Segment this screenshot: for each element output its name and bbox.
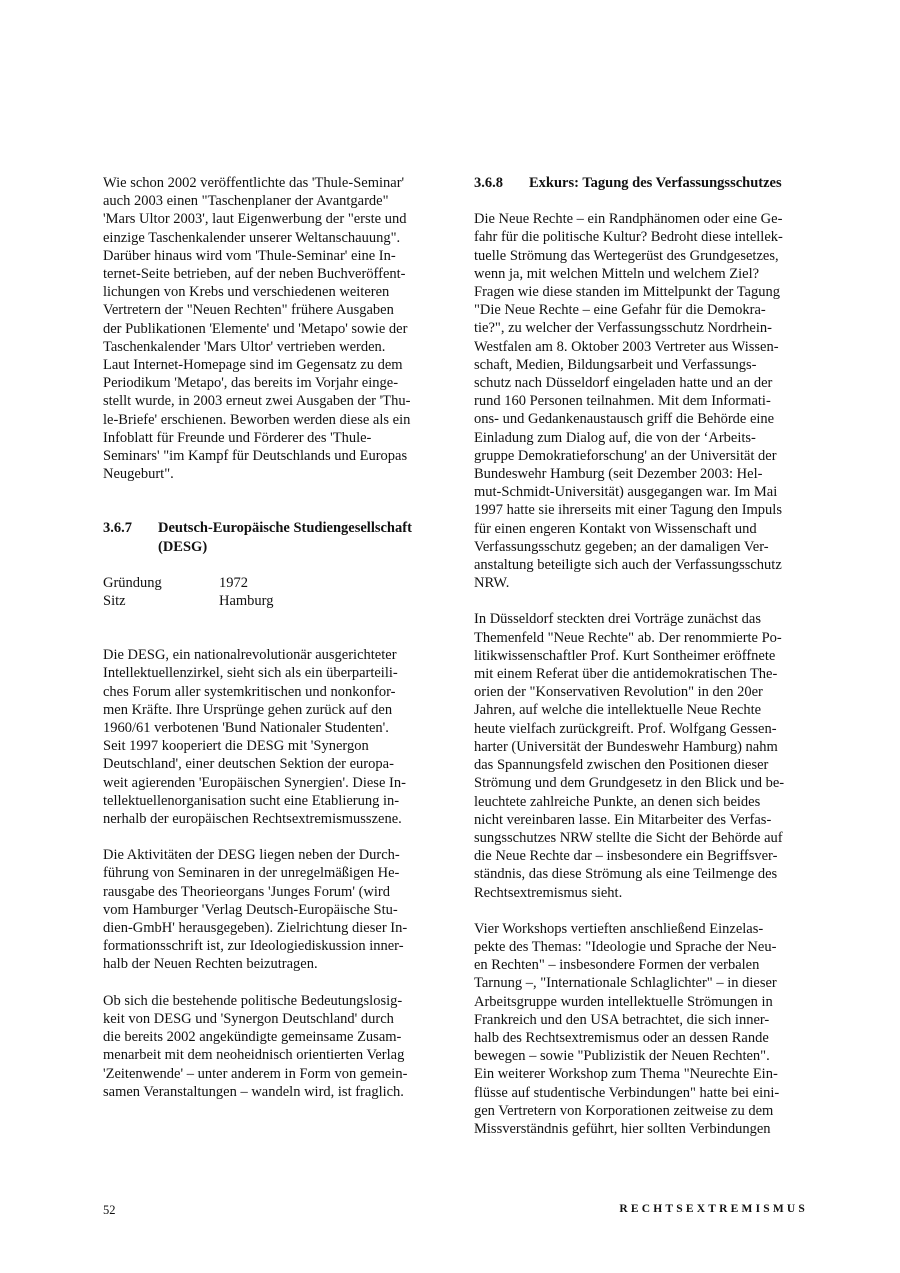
text-line: das Spannungsfeld zwischen den Positionen dieser [474,757,769,774]
text-line: Periodikum 'Metapo', das bereits im Vorjahr einge- [103,375,399,392]
text-line: ständnis, das diese Strömung als eine Teilmenge des [474,866,778,883]
right-column [474,174,808,1138]
text-line: (DESG) [158,538,208,555]
text-line: Westfalen am 8. Oktober 2003 Vertreter aus Wissen- [474,338,779,355]
intro-paragraph [103,174,435,483]
text-line: weit agierenden 'Europäischen Synergien'. Diese In- [103,774,406,791]
text-line: le-Briefe' erschienen. Beworben werden diese als ein [103,411,411,428]
section-heading-3-6-7 [103,519,435,555]
text-line: sungsschutzes NRW stellte die Sicht der Behörde auf [474,829,783,846]
text-line: Seminars' "im Kampf für Deutschlands und Europas [103,448,408,465]
page-number: 52 [103,1203,116,1217]
text-line: Laut Internet-Homepage sind im Gegensatz zu dem [103,357,403,374]
running-title: RECHTSEXTREMISMUS [619,1203,808,1215]
text-line: Fragen wie diese standen im Mittelpunkt der Tagung [474,284,780,301]
text-line: wenn ja, mit welchen Mitteln und welchem Ziel? [474,265,760,282]
text-line: lichungen von Krebs und verschiedenen weiteren [103,284,390,301]
text-line: Rechtsextremismus sieht. [474,884,623,901]
text-line: halb des Rechtsextremismus oder an dessen Rande [474,1029,769,1046]
text-line: rausgabe des Theorieorgans 'Junges Forum' (wird [103,883,390,900]
text-line: Seit 1997 kooperiert die DESG mit 'Synergon [103,738,369,755]
organization-facts [103,574,435,610]
text-line: anstaltung beteiligte sich auch der Verfassungsschutz [474,557,782,574]
text-line: heute vielfach zurückgreift. Prof. Wolfgang Gessen- [474,720,777,737]
text-line: mit einem Referat über die antidemokratischen The- [474,666,778,683]
text-line: mut-Schmidt-Universität) ausgegangen war. Im Mai [474,484,778,501]
text-line: Taschenkalender 'Mars Ultor' vertrieben werden. [103,338,386,355]
section-number: 3.6.8 [474,175,503,191]
fact-row-seat [103,592,435,610]
text-line: 1997 hatte sie ihrerseits mit einer Tagung den Impuls [474,502,782,519]
text-line: Wie schon 2002 veröffentlichte das 'Thule-Seminar' [103,175,405,191]
text-line: Strömung und dem Grundgesetz in den Blick und be- [474,775,785,792]
text-line: Tarnung –, "Internationale Schlaglichter" – in dieser [474,975,777,992]
text-line: die Neue Rechte dar – insbesondere ein Begriffsver- [474,848,778,865]
fact-label: Gründung [103,574,162,591]
text-line: In Düsseldorf steckten drei Vorträge zunächst das [474,611,761,628]
text-line: orien der "Konservativen Revolution" in den 20er [474,684,763,701]
text-line: keit von DESG und 'Synergon Deutschland' durch [103,1010,394,1027]
section-heading-3-6-8 [474,174,808,192]
fact-label: Sitz [103,593,126,610]
text-line: 1960/61 verbotenen 'Bund Nationaler Studenten'. [103,720,389,737]
text-line: gruppe Demokratieforschung' an der Universität der [474,447,777,464]
text-line: ches Forum aller systemkritischen und nonkonfor- [103,683,396,700]
text-line: führung von Seminaren in der unregelmäßigen He- [103,865,400,882]
text-line: Die Aktivitäten der DESG liegen neben der Durch- [103,847,400,864]
text-line: für einen engeren Kontakt von Wissenschaft und [474,520,757,537]
text-line: Neugeburt". [103,466,174,483]
tagung-paragraph-1 [474,210,808,592]
section-title [158,519,412,555]
text-line: stellt wurde, in 2003 erneut zwei Ausgaben der 'Thu- [103,393,411,410]
page-footer [103,1203,808,1221]
text-line: rund 160 Personen teilnahmen. Mit dem Informati- [474,393,771,410]
text-line: Die Neue Rechte – ein Randphänomen oder eine Ge- [474,211,783,228]
text-line: der Publikationen 'Elemente' und 'Metapo' sowie der [103,320,408,337]
text-line: litikwissenschaftler Prof. Kurt Sontheimer eröffnete [474,647,776,664]
text-line: Verfassungsschutz gegeben; an der damaligen Ver- [474,538,769,555]
text-line: Die DESG, ein nationalrevolutionär ausgerichteter [103,647,397,664]
fact-row-founding [103,574,435,592]
text-line: flüsse auf studentische Verbindungen" hatte bei eini- [474,1084,780,1101]
text-line: en Rechten" – insbesondere Formen der verbalen [474,957,760,974]
text-line: harter (Universität der Bundeswehr Hamburg) nahm [474,738,778,755]
text-line: gen Vertretern von Korporationen zeitweise zu dem [474,1102,774,1119]
text-line: tuelle Strömung das Wertegerüst des Grundgesetzes, [474,247,779,264]
section-number: 3.6.7 [103,520,132,537]
text-line: Darüber hinaus wird vom 'Thule-Seminar' eine In- [103,247,396,264]
text-line: Einladung zum Dialog auf, die von der ‘Arbeits- [474,429,756,446]
text-line: Jahren, auf welche die intellektuelle Neue Rechte [474,702,762,719]
section-title: Exkurs: Tagung des Verfassungsschutzes [529,175,782,191]
text-line: Vier Workshops vertieften anschließend Einzelas- [474,920,764,937]
text-line: die bereits 2002 angekündigte gemeinsame Zusam- [103,1029,402,1046]
text-line: Infoblatt für Freunde und Förderer des 'Thule- [103,429,372,446]
text-line: Vertretern der "Neuen Rechten" frühere Ausgaben [103,302,394,319]
text-line: bewegen – sowie "Publizistik der Neuen Rechten". [474,1048,770,1065]
text-line: tellektuellenorganisation sucht eine Etablierung in- [103,792,400,809]
tagung-paragraph-2 [474,610,808,901]
text-line: fahr für die politische Kultur? Bedroht diese intellek- [474,229,783,246]
text-line: auch 2003 einen "Taschenplaner der Avantgarde" [103,193,389,210]
desg-paragraph-1 [103,646,435,828]
text-line: Arbeitsgruppe wurden intellektuelle Strömungen in [474,993,773,1010]
text-line: ons- und Gedankenaustausch griff die Behörde eine [474,411,775,428]
fact-value: Hamburg [219,593,274,610]
text-line: nicht vereinbaren lasse. Ein Mitarbeiter des Verfas- [474,811,772,828]
text-line: Themenfeld "Neue Rechte" ab. Der renommierte Po- [474,629,782,646]
text-line: samen Veranstaltungen – wandeln wird, ist fraglich. [103,1083,404,1100]
text-line: Ob sich die bestehende politische Bedeutungslosig- [103,992,403,1009]
text-line: schaft, Medien, Bildungsarbeit und Verfassungs- [474,356,757,373]
text-line: Deutschland', einer deutschen Sektion der europa- [103,756,394,773]
text-line: 'Mars Ultor 2003', laut Eigenwerbung der "erste und [103,211,407,228]
text-line: NRW. [474,575,510,592]
text-line: Ein weiterer Workshop zum Thema "Neurechte Ein- [474,1066,778,1083]
text-line: formationsschrift ist, zur Ideologiediskussion inner- [103,938,404,955]
text-line: 'Zeitenwende' – unter anderem in Form von gemein- [103,1065,408,1082]
text-line: leuchtete zahlreiche Punkte, an denen sich beides [474,793,761,810]
text-line: ternet-Seite betrieben, auf der neben Buchveröffent- [103,266,406,283]
text-line: Frankreich und den USA betrachtet, die sich inner- [474,1011,770,1028]
desg-paragraph-2 [103,846,435,973]
text-line: "Die Neue Rechte – eine Gefahr für die Demokra- [474,302,766,319]
text-line: Intellektuellenzirkel, sieht sich als ein überparteili- [103,665,398,682]
desg-paragraph-3 [103,992,435,1101]
text-line: nerhalb der europäischen Rechtsextremismusszene. [103,811,402,828]
text-line: einzige Taschenkalender unserer Weltanschauung". [103,229,401,246]
text-line: Missverständnis geführt, hier sollten Verbindungen [474,1120,771,1137]
text-line: Bundeswehr Hamburg (seit Dezember 2003: Hel- [474,466,763,483]
text-line: Deutsch-Europäische Studiengesellschaft [158,520,412,537]
text-line: halb der Neuen Rechten beizutragen. [103,956,318,973]
tagung-paragraph-3 [474,920,808,1138]
text-line: vom Hamburger 'Verlag Deutsch-Europäische Stu- [103,901,398,918]
fact-value: 1972 [219,574,248,591]
text-line: men Kräfte. Ihre Ursprünge gehen zurück auf den [103,701,393,718]
text-line: pekte des Themas: "Ideologie und Sprache der Neu- [474,938,777,955]
text-line: menarbeit mit dem neoheidnisch orientierten Verlag [103,1047,405,1064]
text-line: schutz nach Düsseldorf eingeladen hatte und an der [474,375,773,392]
text-line: dien-GmbH' herausgegeben). Zielrichtung dieser In- [103,920,408,937]
text-line: tie?", zu welcher der Verfassungsschutz Nordrhein- [474,320,772,337]
left-column [103,174,435,1101]
